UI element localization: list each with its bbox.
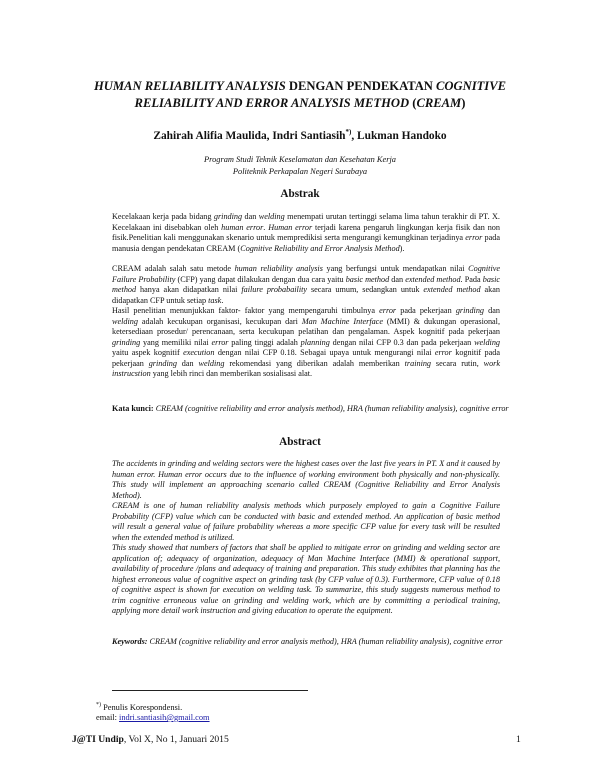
italic-term: work instrucstion <box>112 358 500 378</box>
italic-term: error <box>465 233 483 242</box>
journal-footer: J@TI Undip, Vol X, No 1, Januari 2015 <box>72 734 229 745</box>
italic-term: human reliability analysis <box>234 264 323 273</box>
footnote-email: email: indri.santiasih@gmail.com <box>96 713 210 722</box>
italic-term: execution <box>183 348 215 357</box>
italic-term: grinding <box>148 358 177 368</box>
author-list: Zahirah Alifia Maulida, Indri Santiasih*), Lukman Handoko <box>153 128 447 142</box>
abstract-paragraph-2: CREAM is one of human reliability analysis methods which purposely employed to gain a Cognitive Failure Probability (CFP) value which can be conducted with basic and extended method. An application of basic method will result a general value of failure probability whereas a more specific CFP value for every task will be resulted when the extended method is utilized. <box>112 501 500 542</box>
italic-term: extended method <box>423 285 481 294</box>
abstrak-heading: Abstrak <box>280 188 320 200</box>
italic-term: failure probabaility <box>241 285 308 294</box>
italic-term: Human error <box>268 222 313 232</box>
italic-term: error <box>434 348 452 357</box>
italic-term: extended method <box>405 274 461 284</box>
italic-term: grinding <box>213 212 243 221</box>
italic-term: planning <box>300 337 330 347</box>
italic-term: task <box>208 295 222 305</box>
italic-term: welding <box>258 212 285 221</box>
italic-term: human error <box>221 222 264 232</box>
footnote-separator <box>112 690 308 691</box>
abstract-paragraph-1: The accidents in grinding and welding sectors were the highest cases over the last five years in PT. X and it caused by human error. Human error occurs due to the influence of working environment both physically and non-physically. This study will implement an approaching scenario called CREAM (Cognitive Reliability and Error Analysis Method). <box>112 459 500 500</box>
italic-term: welding <box>474 337 501 347</box>
email-link[interactable]: indri.santiasih@gmail.com <box>119 713 210 722</box>
italic-term: welding <box>112 316 138 326</box>
italic-term: error <box>211 337 229 347</box>
abstrak-paragraph-2: CREAM adalah salah satu metode human reliability analysis yang berfungsi untuk mendapatkan nilai Cognitive Failure Probability (CFP) yang dapat dilakukan dengan dua cara yaitu basic method dan extended method. Pada basic method hanya akan didapatkan nilai failure probabaility secara umum, sedangkan untuk extended method akan didapatkan CFP untuk setiap task. <box>112 264 501 305</box>
abstrak-keywords: Kata kunci: CREAM (cognitive reliability and error analysis method), HRA (human reliability analysis), cognitive error <box>112 404 509 413</box>
paper-title: HUMAN RELIABILITY ANALYSIS DENGAN PENDEKATAN COGNITIVE RELIABILITY AND ERROR ANALYSIS METHOD (CREAM) <box>93 79 507 110</box>
italic-term: basic method <box>345 274 390 284</box>
page-number: 1 <box>516 734 521 745</box>
abstract-paragraph-3: This study showed that numbers of factors that shall be applied to mitigate error on grinding and welding sector are application of; adequacy of organization, adequacy of Man Machine Interface (MMI) & operational support, availability of procedure /plans and adequacy of training and preparation. This study exhibites that planning has the highest erroneous value of cognitive aspect on grinding task (by CFP value of 0.3). Furthermore, CFP value of 0.18 of cognitive aspect is shown for execution on welding task. To summarize, this study suggests numerous method to trim cognitive erroneous value on grinding and welding work, which are by committing a periodical training, applying more detail work instruction and giving education to operate the equipment. <box>112 543 500 615</box>
abstract-heading: Abstract <box>279 436 321 448</box>
italic-term: grinding <box>455 306 485 315</box>
abstrak-paragraph-3: Hasil penelitian menunjukkan faktor- faktor yang mempengaruhi timbulnya error pada pekerjaan grinding dan welding adalah kecukupan organisasi, kecukupan dari Man Machine Interface (MMI) & dukungan operasional, ketersediaan prosedur/ perencanaan, serta kecukupan pelatihan dan pengalaman. Aspek kognitif pada pekerjaan grinding yang memiliki nilai error paling tinggi adalah planning dengan nilai CFP 0.3 dan pada pekerjaan welding yaitu aspek kognitif execution dengan nilai CFP 0.18. Sebagai upaya untuk mengurangi nilai error kognitif pada pekerjaan grinding dan welding rekomendasi yang diberikan adalah memberikan training secara rutin, work instrucstion yang lebih rinci dan memberikan sosialisasi alat. <box>112 306 501 378</box>
footnote-corresponding: *) Penulis Korespondensi. <box>96 702 183 712</box>
italic-term: error <box>379 306 397 315</box>
italic-term: Cognitive Reliability and Error Analysis Method <box>240 243 400 253</box>
abstract-keywords: Keywords: CREAM (cognitive reliability and error analysis method), HRA (human reliability analysis), cognitive error <box>112 637 503 646</box>
italic-term: training <box>404 358 432 368</box>
affiliation: Program Studi Teknik Keselamatan dan Kesehatan Kerja Politeknik Perkapalan Negeri Surabaya <box>204 155 396 176</box>
italic-term: welding <box>198 358 225 368</box>
italic-term: Cognitive Failure Probability <box>112 264 500 284</box>
italic-term: grinding <box>112 337 141 347</box>
corresponding-mark: *) <box>345 128 352 136</box>
italic-term: Man Machine Interface <box>301 316 383 326</box>
abstrak-paragraph-1: Kecelakaan kerja pada bidang grinding dan welding menempati urutan tertinggi selama lima tahun terakhir di PT. X. Kecelakaan ini disebabkan oleh human error. Human error terjadi karena pengaruh lingkungan kerja fisik dan non fisik.Penelitian kali menggunakan skenario untuk mempredikisi serta mengurangi kemungkinan terjadinya error pada manusia dengan pendekatan CREAM (Cognitive Reliability and Error Analysis Method). <box>112 212 500 253</box>
italic-term: basic method <box>112 274 501 294</box>
